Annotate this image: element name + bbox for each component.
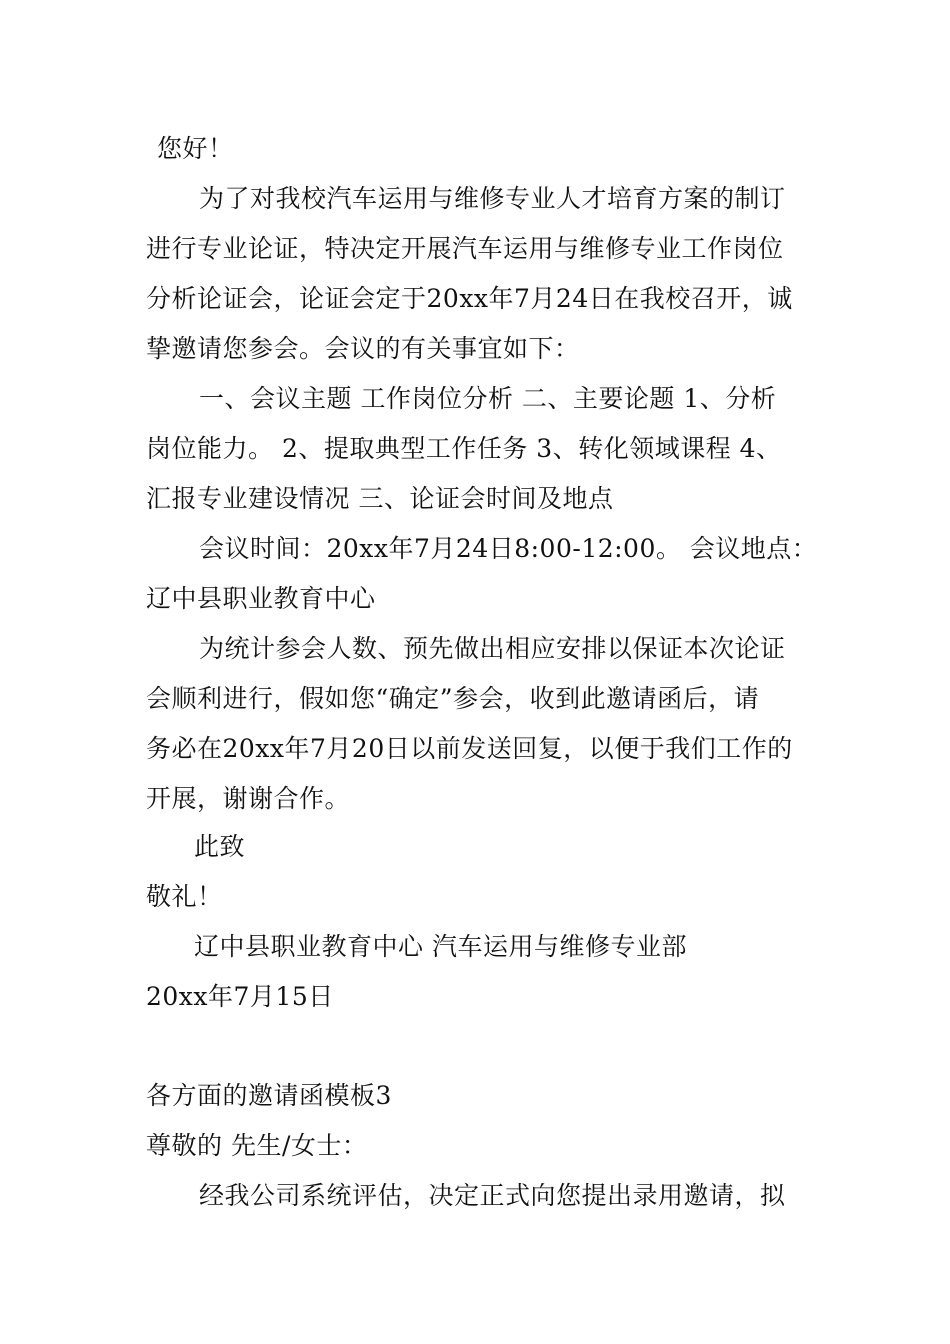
paragraph-line: 辽中县职业教育中心 [146, 584, 376, 613]
greeting: 您好！ [157, 134, 234, 163]
paragraph-line: 为了对我校汽车运用与维修专业人才培育方案的制订 [199, 184, 786, 213]
date: 20xx年7月15日 [146, 982, 334, 1011]
paragraph-line: 汇报专业建设情况 三、论证会时间及地点 [146, 484, 614, 513]
paragraph-line: 一、会议主题 工作岗位分析 二、主要论题 1、分析 [199, 384, 777, 413]
salutation: 尊敬的 先生/女士： [146, 1131, 368, 1160]
closing-line: 此致 [194, 832, 246, 861]
paragraph-line: 会顺利进行，假如您“确定”参会，收到此邀请函后，请 [146, 684, 760, 713]
paragraph-line: 经我公司系统评估，决定正式向您提出录用邀请，拟 [199, 1181, 786, 1210]
paragraph-line: 岗位能力。 2、提取典型工作任务 3、转化领域课程 4、 [146, 434, 782, 463]
paragraph-line: 为统计参会人数、预先做出相应安排以保证本次论证 [199, 634, 786, 663]
paragraph-line: 开展，谢谢合作。 [146, 784, 351, 813]
closing-line: 敬礼！ [146, 882, 223, 911]
paragraph-line: 务必在20xx年7月20日以前发送回复，以便于我们工作的 [146, 734, 793, 763]
paragraph-line: 进行专业论证，特决定开展汽车运用与维修专业工作岗位 [146, 234, 784, 263]
paragraph-line: 分析论证会，论证会定于20xx年7月24日在我校召开，诚 [146, 284, 793, 313]
paragraph-line: 挚邀请您参会。会议的有关事宜如下： [146, 334, 580, 363]
paragraph-line: 会议时间：20xx年7月24日8:00-12:00。 会议地点： [199, 534, 818, 563]
section-heading: 各方面的邀请函模板3 [146, 1081, 392, 1110]
signature: 辽中县职业教育中心 汽车运用与维修专业部 [194, 932, 687, 961]
